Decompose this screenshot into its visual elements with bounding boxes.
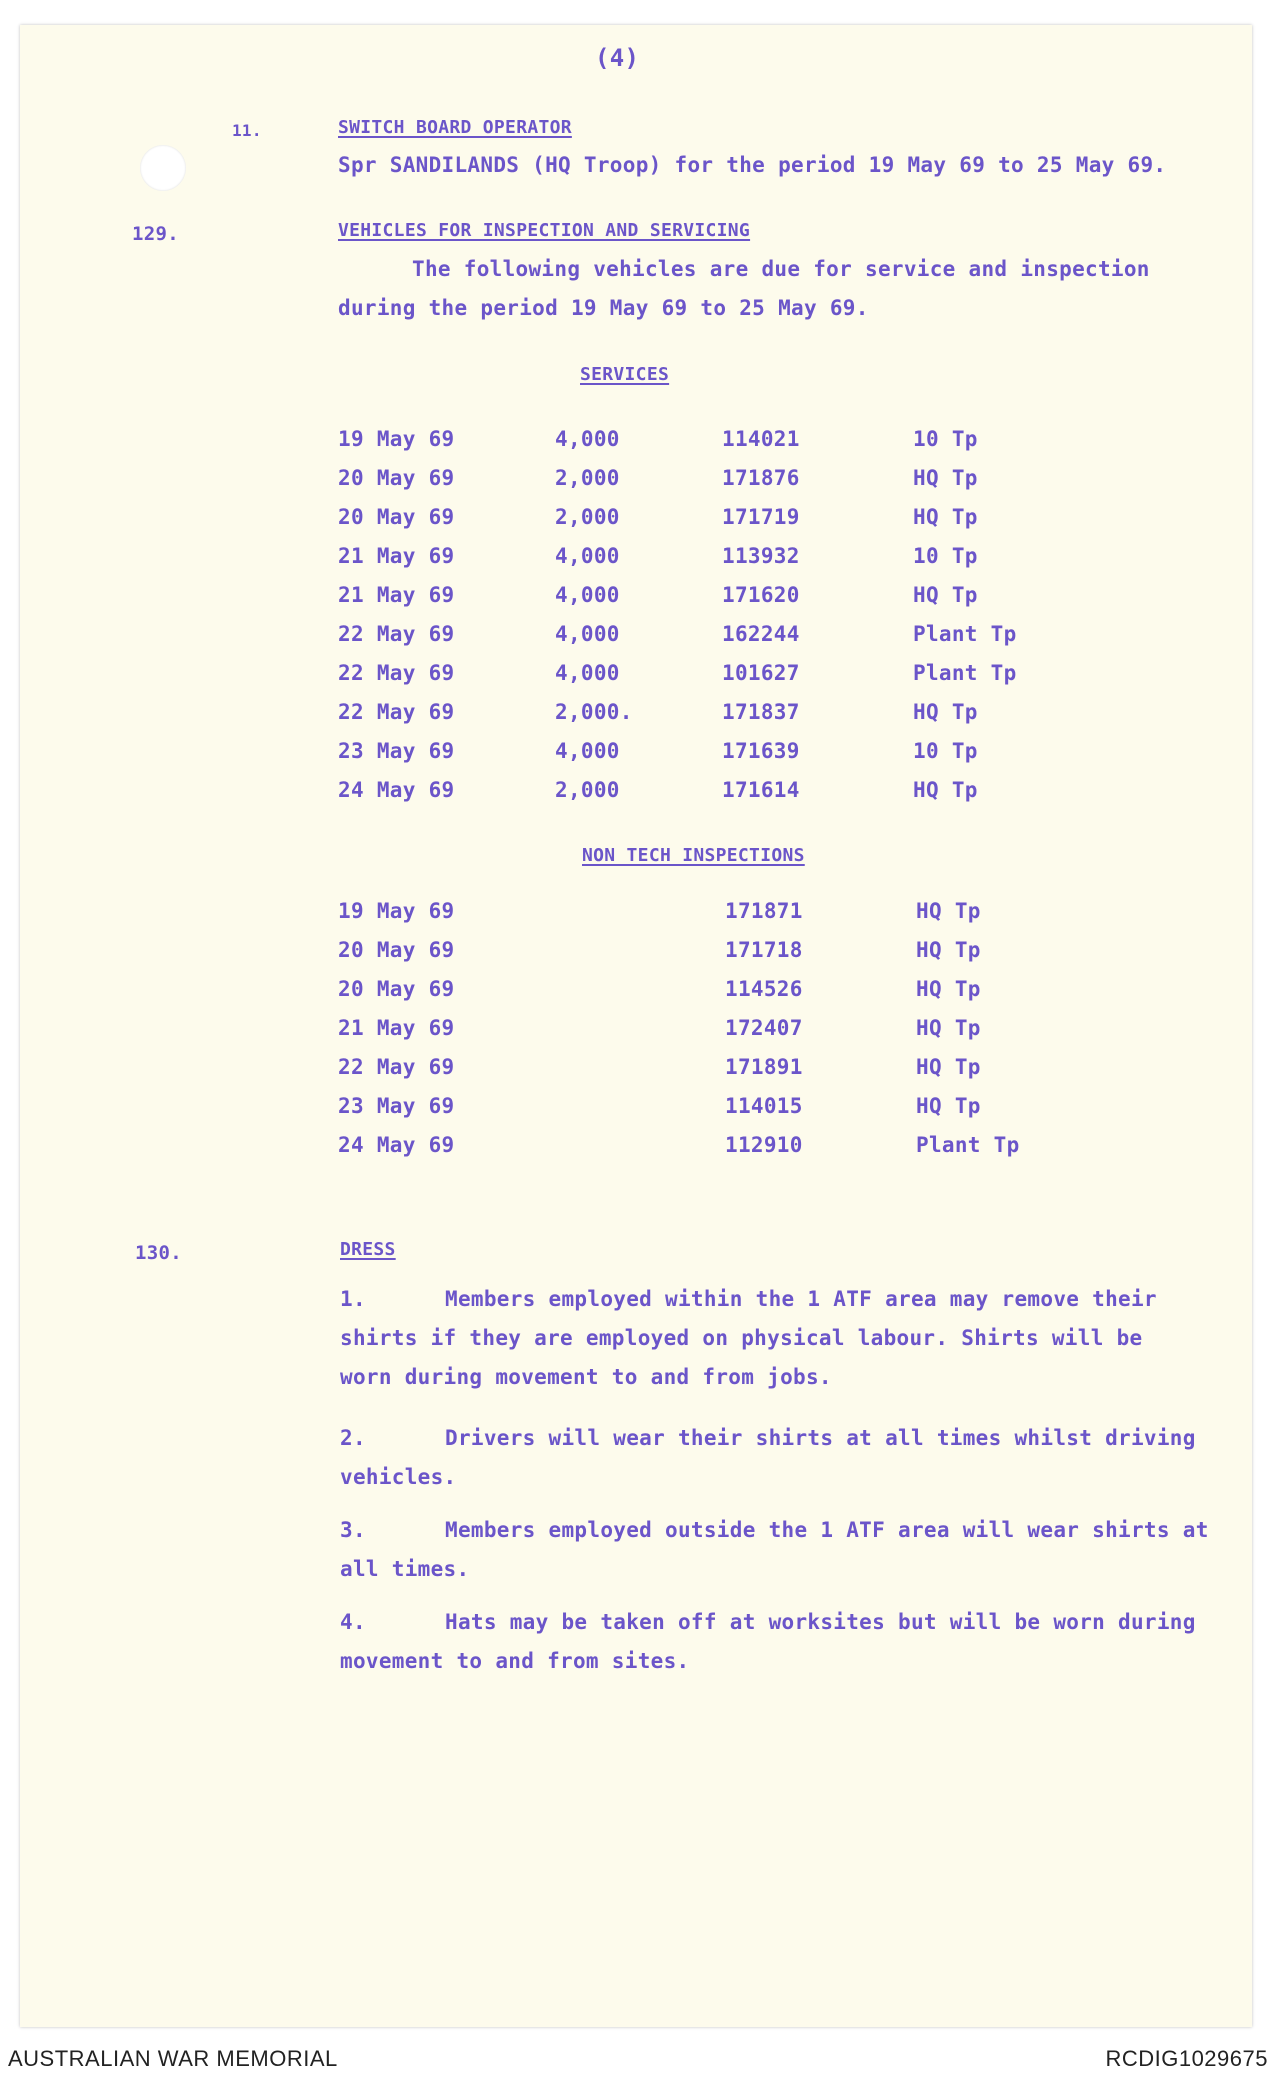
inspection-troop: HQ Tp — [916, 899, 981, 923]
inspection-vehicle-number: 112910 — [725, 1133, 803, 1157]
heading-services: SERVICES — [580, 364, 670, 385]
inspection-troop: Plant Tp — [916, 1133, 1020, 1157]
inspection-date: 20 May 69 — [338, 938, 455, 962]
section-number-switchboard: 11. — [232, 121, 262, 140]
dress-para-4-line: Hats may be taken off at worksites but will be worn during — [445, 1610, 1196, 1634]
service-troop: 10 Tp — [913, 739, 978, 763]
inspection-troop: HQ Tp — [916, 977, 981, 1001]
service-date: 19 May 69 — [338, 427, 455, 451]
service-troop: HQ Tp — [913, 505, 978, 529]
inspection-date: 22 May 69 — [338, 1055, 455, 1079]
service-troop: 10 Tp — [913, 544, 978, 568]
page-number: (4) — [595, 44, 640, 72]
dress-para-1-line: Members employed within the 1 ATF area may remove their — [445, 1287, 1157, 1311]
service-vehicle-number: 171719 — [722, 505, 800, 529]
inspection-date: 20 May 69 — [338, 977, 455, 1001]
service-date: 21 May 69 — [338, 544, 455, 568]
inspection-date: 24 May 69 — [338, 1133, 455, 1157]
service-troop: HQ Tp — [913, 583, 978, 607]
service-troop: HQ Tp — [913, 700, 978, 724]
service-date: 20 May 69 — [338, 505, 455, 529]
vehicles-intro-line2: during the period 19 May 69 to 25 May 69. — [338, 296, 869, 320]
service-date: 21 May 69 — [338, 583, 455, 607]
heading-switchboard: SWITCH BOARD OPERATOR — [338, 117, 572, 138]
dress-para-4-number: 4. — [340, 1610, 366, 1634]
dress-para-1-number: 1. — [340, 1287, 366, 1311]
inspection-troop: HQ Tp — [916, 1094, 981, 1118]
document-page — [20, 25, 1252, 2027]
service-date: 24 May 69 — [338, 778, 455, 802]
service-date: 22 May 69 — [338, 661, 455, 685]
service-date: 22 May 69 — [338, 622, 455, 646]
service-troop: 10 Tp — [913, 427, 978, 451]
inspection-date: 23 May 69 — [338, 1094, 455, 1118]
footer-source: AUSTRALIAN WAR MEMORIAL — [8, 2046, 338, 2071]
service-km: 2,000 — [555, 778, 620, 802]
service-troop: Plant Tp — [913, 661, 1017, 685]
dress-para-2-line: Drivers will wear their shirts at all times whilst driving — [445, 1426, 1196, 1450]
service-troop: Plant Tp — [913, 622, 1017, 646]
service-km: 4,000 — [555, 583, 620, 607]
dress-para-3-number: 3. — [340, 1518, 366, 1542]
inspection-vehicle-number: 171718 — [725, 938, 803, 962]
service-vehicle-number: 171837 — [722, 700, 800, 724]
dress-para-2-number: 2. — [340, 1426, 366, 1450]
section-number-dress: 130. — [135, 1242, 182, 1264]
inspection-date: 21 May 69 — [338, 1016, 455, 1040]
service-km: 4,000 — [555, 622, 620, 646]
dress-para-3-line: all times. — [340, 1557, 470, 1581]
dress-para-1-line: shirts if they are employed on physical labour. Shirts will be — [340, 1326, 1143, 1350]
vehicles-intro-line1: The following vehicles are due for service and inspection — [412, 257, 1150, 281]
service-km: 4,000 — [555, 427, 620, 451]
footer-id: RCDIG1029675 — [1105, 2046, 1268, 2071]
dress-para-2-line: vehicles. — [340, 1465, 457, 1489]
heading-dress: DRESS — [340, 1239, 396, 1260]
service-km: 2,000. — [555, 700, 633, 724]
heading-inspections: NON TECH INSPECTIONS — [582, 845, 805, 866]
service-km: 2,000 — [555, 505, 620, 529]
inspection-vehicle-number: 171871 — [725, 899, 803, 923]
heading-vehicles: VEHICLES FOR INSPECTION AND SERVICING — [338, 220, 751, 241]
service-troop: HQ Tp — [913, 466, 978, 490]
service-km: 4,000 — [555, 661, 620, 685]
inspection-vehicle-number: 114526 — [725, 977, 803, 1001]
service-vehicle-number: 171876 — [722, 466, 800, 490]
inspection-vehicle-number: 171891 — [725, 1055, 803, 1079]
service-date: 22 May 69 — [338, 700, 455, 724]
dress-para-4-line: movement to and from sites. — [340, 1649, 690, 1673]
dress-para-3-line: Members employed outside the 1 ATF area will wear shirts at — [445, 1518, 1209, 1542]
dress-para-1-line: worn during movement to and from jobs. — [340, 1365, 832, 1389]
service-date: 20 May 69 — [338, 466, 455, 490]
punch-hole — [140, 145, 186, 191]
service-km: 4,000 — [555, 544, 620, 568]
inspection-date: 19 May 69 — [338, 899, 455, 923]
service-km: 2,000 — [555, 466, 620, 490]
switchboard-text: Spr SANDILANDS (HQ Troop) for the period 19 May 69 to 25 May 69. — [338, 153, 1167, 177]
service-km: 4,000 — [555, 739, 620, 763]
inspection-troop: HQ Tp — [916, 1016, 981, 1040]
service-troop: HQ Tp — [913, 778, 978, 802]
inspection-vehicle-number: 114015 — [725, 1094, 803, 1118]
service-vehicle-number: 171620 — [722, 583, 800, 607]
service-vehicle-number: 171639 — [722, 739, 800, 763]
service-vehicle-number: 171614 — [722, 778, 800, 802]
service-vehicle-number: 101627 — [722, 661, 800, 685]
service-vehicle-number: 162244 — [722, 622, 800, 646]
inspection-troop: HQ Tp — [916, 938, 981, 962]
inspection-troop: HQ Tp — [916, 1055, 981, 1079]
service-date: 23 May 69 — [338, 739, 455, 763]
section-number-vehicles: 129. — [132, 223, 179, 245]
service-vehicle-number: 113932 — [722, 544, 800, 568]
service-vehicle-number: 114021 — [722, 427, 800, 451]
inspection-vehicle-number: 172407 — [725, 1016, 803, 1040]
